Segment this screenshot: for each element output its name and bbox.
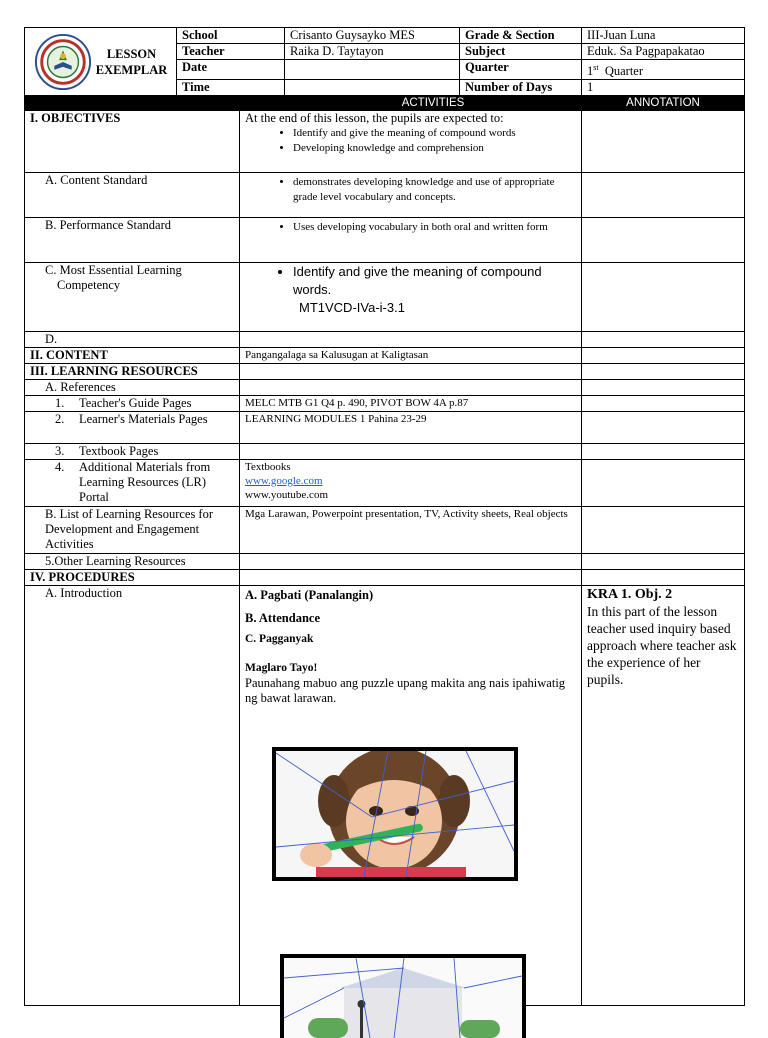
objectives-intro: At the end of this lesson, the pupils are expected to:: [245, 111, 504, 126]
school-building-illustration: [284, 958, 522, 1038]
date-value: [285, 60, 460, 80]
quarter-label: Quarter: [460, 60, 582, 80]
tb-value: [240, 444, 582, 460]
performance-standard-cell: [240, 218, 582, 263]
annotation-cell: [582, 507, 745, 554]
school-value: Crisanto Guysayko MES: [285, 28, 460, 44]
lm-value: LEARNING MODULES 1 Pahina 23-29: [240, 412, 582, 444]
quarter-value: [582, 60, 745, 80]
annotation-cell: [582, 332, 745, 348]
content-standard-label: A. Content Standard: [25, 173, 240, 218]
step-b: B. Attendance: [245, 611, 320, 626]
kra-cell: [582, 586, 745, 1006]
annotation-cell: [582, 396, 745, 412]
resources-cell: [240, 364, 582, 380]
game-text: Paunahang mabuo ang puzzle upang makita ang nais ipahiwatig ng bawat larawan.: [245, 676, 566, 706]
days-label: Number of Days: [460, 80, 582, 96]
melc-label-line2: Competency: [57, 278, 121, 293]
annotation-cell: [582, 348, 745, 364]
tg-value: MELC MTB G1 Q4 p. 490, PIVOT BOW 4A p.87: [240, 396, 582, 412]
grade-value: III-Juan Luna: [582, 28, 745, 44]
quarter-sup: st: [593, 63, 599, 72]
melc-item: • Identify and give the meaning of compound words.: [293, 263, 576, 299]
objectives-label: I. OBJECTIVES: [25, 111, 240, 173]
puzzle-image-toothbrush: [272, 747, 518, 881]
annotation-cell: [582, 460, 745, 507]
objective-item: • Developing knowledge and comprehension: [293, 141, 576, 156]
annotation-cell: [582, 218, 745, 263]
band-annotation: ANNOTATION: [582, 96, 745, 111]
content-value: Pangangalaga sa Kalusugan at Kaligtasan: [240, 348, 582, 364]
band-activities: ACTIVITIES: [285, 96, 582, 111]
subject-label: Subject: [460, 44, 582, 60]
annotation-cell: [582, 412, 745, 444]
procedures-cell: [240, 570, 582, 586]
melc-cell: [240, 263, 582, 332]
content-standard-cell: [240, 173, 582, 218]
list-label: B. List of Learning Resources for Development and Engagement Activities: [25, 507, 240, 554]
performance-standard-item: • Uses developing vocabulary in both oral and written form: [293, 220, 576, 235]
references-label: A. References: [25, 380, 240, 396]
tg-label: Teacher's Guide Pages: [79, 396, 192, 411]
annotation-cell: [582, 173, 745, 218]
teacher-value: Raika D. Taytayon: [285, 44, 460, 60]
am-values: [240, 460, 582, 507]
annotation-cell: [582, 364, 745, 380]
step-c: C. Pagganyak: [245, 633, 314, 646]
tb-label-cell: [25, 444, 240, 460]
time-value: [285, 80, 460, 96]
d-cell: [240, 332, 582, 348]
objectives-list: [245, 126, 576, 156]
other-label: 5.Other Learning Resources: [25, 554, 240, 570]
annotation-cell: [582, 444, 745, 460]
title-lesson: LESSON: [106, 46, 157, 61]
school-seal-icon: [34, 33, 92, 91]
annotation-cell: [582, 263, 745, 332]
tb-num: 3.: [55, 444, 65, 459]
tg-label-cell: [25, 396, 240, 412]
quarter-word: Quarter: [604, 64, 644, 79]
references-cell: [240, 380, 582, 396]
am-label-cell: [25, 460, 240, 507]
google-link[interactable]: www.google.com: [245, 475, 323, 488]
girl-brushing-teeth-illustration: [276, 751, 514, 877]
teacher-label: Teacher: [177, 44, 285, 60]
resources-label: III. LEARNING RESOURCES: [25, 364, 240, 380]
content-standard-item: • demonstrates developing knowledge and use of appropriate grade level vocabulary and concepts.: [293, 175, 576, 205]
melc-label: [25, 263, 240, 332]
annotation-cell: [582, 111, 745, 173]
kra-text: In this part of the lesson teacher used inquiry based approach where teacher ask the experience of her pupils.: [587, 604, 737, 688]
grade-label: Grade & Section: [460, 28, 582, 44]
objectives-cell: [240, 111, 582, 173]
melc-code: MT1VCD-IVa-i-3.1: [299, 300, 405, 316]
objective-item: • Identify and give the meaning of compound words: [293, 126, 576, 141]
content-label: II. CONTENT: [25, 348, 240, 364]
title-exemplar: EXEMPLAR: [95, 62, 168, 77]
time-label: Time: [177, 80, 285, 96]
procedures-label: IV. PROCEDURES: [25, 570, 240, 586]
performance-standard-label: B. Performance Standard: [25, 218, 240, 263]
subject-value: Eduk. Sa Pagpapakatao: [582, 44, 745, 60]
am-label: Additional Materials from Learning Resources (LR) Portal: [79, 460, 211, 505]
kra-title: KRA 1. Obj. 2: [587, 587, 673, 603]
lesson-exemplar-document: [24, 27, 744, 1024]
band-blank: [25, 96, 285, 111]
melc-label-line1: C. Most Essential Learning: [45, 263, 182, 278]
list-value: Mga Larawan, Powerpoint presentation, TV, Activity sheets, Real objects: [240, 507, 582, 554]
other-value: [240, 554, 582, 570]
am-textbooks: Textbooks: [245, 461, 291, 474]
introduction-label: A. Introduction: [25, 586, 240, 1006]
tb-label: Textbook Pages: [79, 444, 159, 459]
game-title: Maglaro Tayo!: [245, 662, 318, 675]
annotation-cell: [582, 554, 745, 570]
lm-num: 2.: [55, 412, 65, 427]
youtube-text: www.youtube.com: [245, 489, 328, 502]
lm-label-cell: [25, 412, 240, 444]
annotation-cell: [582, 570, 745, 586]
tg-num: 1.: [55, 396, 65, 411]
quarter-num: 1: [587, 64, 594, 79]
lm-label: Learner's Materials Pages: [79, 412, 208, 427]
school-label: School: [177, 28, 285, 44]
days-value: 1: [582, 80, 745, 96]
d-label: D.: [25, 332, 240, 348]
logo-title-cell: [25, 28, 177, 96]
puzzle-image-building: [280, 954, 526, 1038]
annotation-cell: [582, 380, 745, 396]
am-num: 4.: [55, 460, 65, 475]
step-a: A. Pagbati (Panalangin): [245, 588, 374, 603]
date-label: Date: [177, 60, 285, 80]
